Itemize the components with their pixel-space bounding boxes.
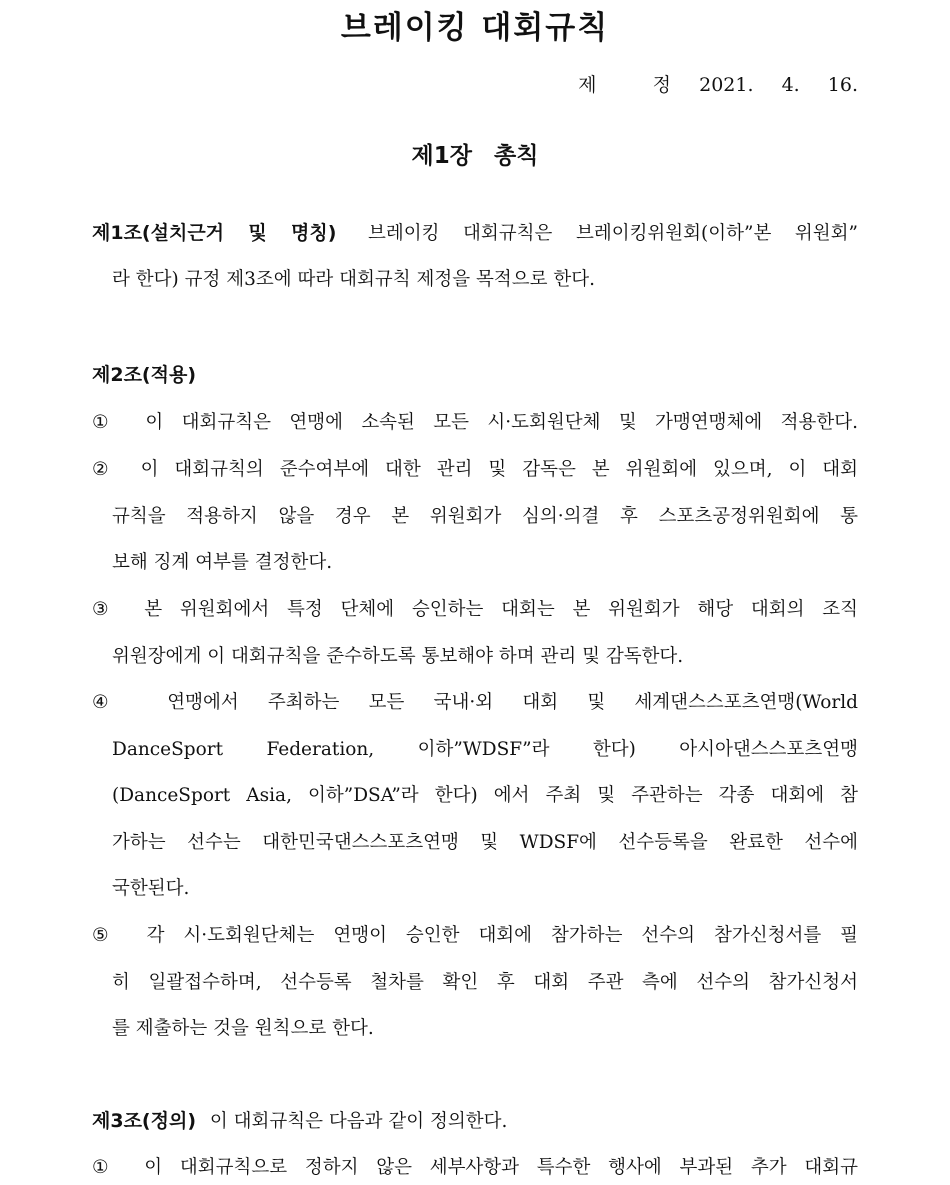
article2-item5-line2: 히 일괄접수하며, 선수등록 철차를 확인 후 대회 주관 측에 선수의 참가신청서 — [112, 972, 858, 993]
article2-item5-line1: ⑤ 각 시·도회원단체는 연맹이 승인한 대회에 참가하는 선수의 참가신청서를 필 — [92, 925, 859, 946]
article2-item4-line1: ④ 연맹에서 주최하는 모든 국내·외 대회 및 세계댄스스포츠연맹(World — [92, 692, 858, 713]
article3-heading: 제3조(정의) — [92, 1110, 197, 1132]
item-marker: ② — [92, 459, 119, 480]
article1-heading: 제1조(설치근거 및 명칭) — [92, 222, 337, 244]
article2-item4-line2: DanceSport Federation, 이하”WDSF”라 한다) 아시아댄스스포츠연맹 — [112, 739, 858, 760]
article2-item4-line4: 가하는 선수는 대한민국댄스스포츠연맹 및 WDSF에 선수등록을 완료한 선수에 — [112, 832, 858, 853]
article3-item1-line1: ① 이 대회규칙으로 정하지 않은 세부사항과 특수한 행사에 부과된 추가 대회규 — [92, 1157, 859, 1178]
article1-line2: 라 한다) 규정 제3조에 따라 대회규칙 제정을 목적으로 한다. — [112, 269, 595, 290]
article2-item4-line5: 국한된다. — [112, 878, 190, 899]
article2-heading: 제2조(적용) — [92, 364, 197, 386]
article2-item4-line3: (DanceSport Asia, 이하”DSA”라 한다) 에서 주최 및 주관하는 각종 대회에 참 — [112, 785, 858, 806]
item-marker: ③ — [92, 599, 121, 620]
article2-item2-line1: ② 이 대회규칙의 준수여부에 대한 관리 및 감독은 본 위원회에 있으며, 이 대회 — [92, 459, 858, 480]
enactment-date: 제 정 2021. 4. 16. — [578, 74, 858, 96]
article1-line1 — [92, 218, 858, 249]
article3-intro: 이 대회규칙은 다음과 같이 정의한다. — [209, 1111, 508, 1132]
article2-item1-line1: ① 이 대회규칙은 연맹에 소속된 모든 시·도회원단체 및 가맹연맹체에 적용한다. — [92, 412, 858, 433]
article2-item3-line1: ③ 본 위원회에서 특정 단체에 승인하는 대회는 본 위원회가 해당 대회의 조직 — [92, 599, 858, 620]
article2-item5-line3: 를 제출하는 것을 원칙으로 한다. — [112, 1018, 374, 1039]
item-marker: ① — [92, 1157, 121, 1178]
article2-item2-line2: 규칙을 적용하지 않을 경우 본 위원회가 심의·의결 후 스포츠공정위원회에 통 — [112, 506, 858, 527]
item-marker: ④ — [92, 692, 132, 713]
article1-text: 브레이킹 대회규칙은 브레이킹위원회(이하”본 위원회” — [367, 223, 858, 244]
item-marker: ⑤ — [92, 925, 122, 946]
article2-item2-line3: 보해 징계 여부를 결정한다. — [112, 552, 333, 573]
article3-line1 — [92, 1106, 858, 1137]
document-title: 브레이킹 대회규칙 — [340, 10, 610, 46]
article2-item3-line2: 위원장에게 이 대회규칙을 준수하도록 통보해야 하며 관리 및 감독한다. — [112, 646, 684, 667]
item-marker: ① — [92, 412, 122, 433]
chapter-heading: 제1장 총칙 — [411, 143, 539, 169]
